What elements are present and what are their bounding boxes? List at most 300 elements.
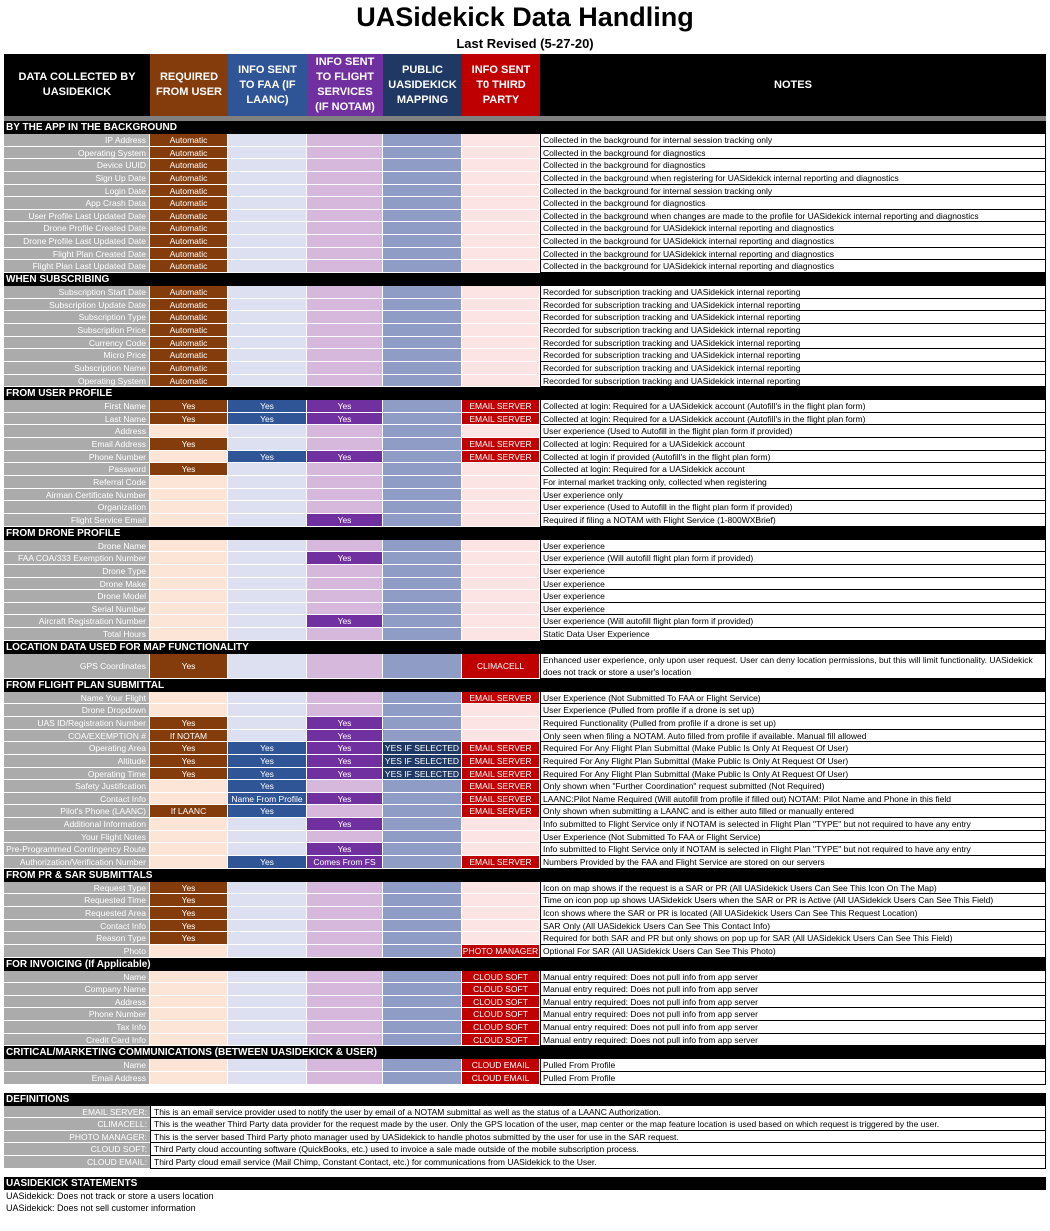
required-cell [150,489,228,502]
definition-text: Third Party cloud accounting software (QuickBooks, etc.) used to invoice a sale made outside of the mobile subscription process. [150,1143,1046,1156]
flight-service-cell [307,920,383,933]
definition-row [4,1106,1046,1119]
flight-service-cell [307,134,383,147]
third-party-cell [462,882,540,895]
faa-cell: Name From Profile [228,793,307,806]
faa-cell [228,489,307,502]
third-party-cell: CLOUD SOFT [462,1021,540,1034]
faa-cell [228,1008,307,1021]
public-mapping-cell [383,147,462,160]
notes-cell: Required For Any Flight Plan Submittal (Make Public Is Only At Request Of User) [540,768,1046,781]
third-party-cell [462,311,540,324]
public-mapping-cell [383,1021,462,1034]
third-party-cell [462,235,540,248]
third-party-cell: CLIMACELL [462,654,540,679]
row-label: Last Name [4,413,150,426]
third-party-cell [462,818,540,831]
faa-cell [228,260,307,273]
notes-cell: User Experience (Not Submitted To FAA or Flight Service) [540,692,1046,705]
flight-service-cell: Yes [307,413,383,426]
flight-service-cell: Comes From FS [307,856,383,869]
definitions-title: DEFINITIONS [4,1093,1046,1106]
required-cell [150,514,228,527]
section-header: FROM PR & SAR SUBMITTALS [4,869,1046,882]
row-label: Drone Profile Created Date [4,222,150,235]
required-cell: Automatic [150,349,228,362]
required-cell [150,425,228,438]
required-cell: Yes [150,400,228,413]
table-row [4,780,1046,793]
required-cell [150,540,228,553]
flight-service-cell [307,311,383,324]
flight-service-cell [307,1059,383,1072]
table-row [4,438,1046,451]
third-party-cell [462,197,540,210]
notes-cell: Recorded for subscription tracking and UASidekick internal reporting [540,324,1046,337]
third-party-cell [462,260,540,273]
row-label: Email Address [4,1072,150,1085]
required-cell: Yes [150,907,228,920]
flight-service-cell [307,425,383,438]
faa-cell: Yes [228,413,307,426]
table-row [4,514,1046,527]
row-label: Login Date [4,185,150,198]
page-subtitle: Last Revised (5-27-20) [456,36,594,51]
table-row [4,248,1046,261]
third-party-cell [462,324,540,337]
faa-cell [228,932,307,945]
row-label: Serial Number [4,603,150,616]
table-row [4,742,1046,755]
required-cell [150,590,228,603]
public-mapping-cell [383,996,462,1009]
third-party-cell: CLOUD SOFT [462,971,540,984]
section-header: FOR INVOICING (If Applicable) [4,958,1046,971]
definition-text: Third Party cloud email service (Mail Chimp, Constant Contact, etc.) for communications from UASidekick to the User. [150,1156,1046,1169]
row-label: UAS ID/Registration Number [4,717,150,730]
public-mapping-cell [383,248,462,261]
third-party-cell: CLOUD SOFT [462,1008,540,1021]
required-cell: Yes [150,717,228,730]
faa-cell [228,222,307,235]
third-party-cell [462,159,540,172]
required-cell: Yes [150,882,228,895]
table-row [4,704,1046,717]
flight-service-cell [307,362,383,375]
faa-cell [228,375,307,388]
public-mapping-cell [383,438,462,451]
flight-service-cell [307,805,383,818]
row-label: COA/EXEMPTION # [4,730,150,743]
statement-item: UASidekick: Does not track or store a users location [6,1190,214,1201]
table-row [4,615,1046,628]
required-cell: Automatic [150,362,228,375]
public-mapping-cell [383,514,462,527]
public-mapping-cell [383,400,462,413]
notes-cell: Info submitted to Flight Service only if NOTAM is selected in Flight Plan "TYPE" but not required to have any entry [540,843,1046,856]
notes-cell: Collected at login: Required for a UASidekick account [540,463,1046,476]
required-cell: Yes [150,742,228,755]
row-label: Pilot's Phone (LAANC) [4,805,150,818]
notes-cell: Required for both SAR and PR but only shows on pop up for SAR (All UASidekick Users Can See This Field) [540,932,1046,945]
table-row [4,413,1046,426]
notes-cell: User experience (Will autofill flight plan form if provided) [540,615,1046,628]
table-row [4,805,1046,818]
flight-service-cell [307,996,383,1009]
flight-service-cell [307,463,383,476]
third-party-cell [462,185,540,198]
required-cell: Yes [150,654,228,679]
flight-service-cell [307,932,383,945]
public-mapping-cell [383,134,462,147]
notes-cell: Recorded for subscription tracking and UASidekick internal reporting [540,286,1046,299]
notes-cell: Manual entry required: Does not pull info from app server [540,1034,1046,1047]
flight-service-cell [307,222,383,235]
faa-cell [228,730,307,743]
table-row [4,159,1046,172]
table-row [4,730,1046,743]
row-label: Flight Plan Last Updated Date [4,260,150,273]
row-label: Operating System [4,375,150,388]
header-faa: INFO SENT TO FAA (IF LAANC) [228,54,307,116]
row-label: App Crash Data [4,197,150,210]
row-label: Password [4,463,150,476]
row-label: Drone Type [4,565,150,578]
faa-cell: Yes [228,755,307,768]
third-party-cell: CLOUD EMAIL [462,1072,540,1085]
notes-cell: Only shown when submitting a LAANC and is either auto filled or manually entered [540,805,1046,818]
public-mapping-cell [383,362,462,375]
row-label: Referral Code [4,476,150,489]
faa-cell [228,1072,307,1085]
row-label: Currency Code [4,337,150,350]
table-row [4,501,1046,514]
flight-service-cell [307,210,383,223]
faa-cell [228,843,307,856]
flight-service-cell [307,375,383,388]
table-row [4,324,1046,337]
required-cell: Automatic [150,311,228,324]
public-mapping-cell [383,540,462,553]
public-mapping-cell [383,489,462,502]
flight-service-cell: Yes [307,768,383,781]
flight-service-cell: Yes [307,755,383,768]
flight-service-cell: Yes [307,730,383,743]
notes-cell: Collected in the background when changes are made to the profile for UASidekick internal reporting and diagnostics [540,210,1046,223]
faa-cell [228,565,307,578]
flight-service-cell [307,185,383,198]
table-row [4,451,1046,464]
required-cell [150,971,228,984]
flight-service-cell [307,1072,383,1085]
required-cell [150,843,228,856]
faa-cell: Yes [228,805,307,818]
flight-service-cell: Yes [307,400,383,413]
third-party-cell [462,730,540,743]
notes-cell: Info submitted to Flight Service only if NOTAM is selected in Flight Plan "TYPE" but not required to have any entry [540,818,1046,831]
public-mapping-cell [383,299,462,312]
flight-service-cell [307,1008,383,1021]
flight-service-cell [307,907,383,920]
third-party-cell [462,375,540,388]
flight-service-cell [307,540,383,553]
table-row [4,1008,1046,1021]
faa-cell [228,615,307,628]
faa-cell [228,1021,307,1034]
required-cell [150,565,228,578]
row-label: Sign Up Date [4,172,150,185]
row-label: Address [4,425,150,438]
public-mapping-cell [383,185,462,198]
flight-service-cell [307,147,383,160]
public-mapping-cell [383,603,462,616]
notes-cell: User Experience (Pulled from profile if a drone is set up) [540,704,1046,717]
public-mapping-cell [383,210,462,223]
table-row [4,222,1046,235]
faa-cell [228,425,307,438]
required-cell: Yes [150,768,228,781]
faa-cell [228,476,307,489]
row-label: Flight Service Email [4,514,150,527]
notes-cell: Static Data User Experience [540,628,1046,641]
third-party-cell [462,476,540,489]
flight-service-cell [307,894,383,907]
public-mapping-cell [383,907,462,920]
faa-cell [228,894,307,907]
required-cell [150,831,228,844]
required-cell [150,451,228,464]
public-mapping-cell [383,235,462,248]
table-row [4,983,1046,996]
third-party-cell: EMAIL SERVER [462,780,540,793]
table-row [4,260,1046,273]
row-label: Safety Justification [4,780,150,793]
table-row [4,147,1046,160]
table-row [4,134,1046,147]
third-party-cell: CLOUD SOFT [462,1034,540,1047]
required-cell: Automatic [150,197,228,210]
third-party-cell [462,578,540,591]
table-row [4,286,1046,299]
notes-cell: Recorded for subscription tracking and UASidekick internal reporting [540,337,1046,350]
faa-cell [228,654,307,679]
required-cell: Yes [150,755,228,768]
flight-service-cell: Yes [307,552,383,565]
required-cell: Automatic [150,235,228,248]
flight-service-cell [307,235,383,248]
row-label: Company Name [4,983,150,996]
required-cell [150,692,228,705]
section-header: FROM FLIGHT PLAN SUBMITTAL [4,679,1046,692]
header-notes: NOTES [774,78,812,91]
section-header: WHEN SUBSCRIBING [4,273,1046,286]
row-label: Subscription Type [4,311,150,324]
third-party-cell: EMAIL SERVER [462,413,540,426]
table-row [4,349,1046,362]
faa-cell [228,286,307,299]
third-party-cell [462,489,540,502]
required-cell [150,983,228,996]
row-label: Airman Certificate Number [4,489,150,502]
notes-cell: Collected at login: Required for a UASidekick account (Autofill's in the flight plan form) [540,400,1046,413]
statement-item: UASidekick: Does not sell customer information [6,1202,196,1213]
table-body [0,121,1050,1085]
row-label: Subscription Price [4,324,150,337]
public-mapping-cell [383,932,462,945]
public-mapping-cell [383,805,462,818]
public-mapping-cell [383,590,462,603]
notes-cell: User experience [540,540,1046,553]
flight-service-cell [307,438,383,451]
notes-cell: Collected in the background for diagnostics [540,147,1046,160]
faa-cell [228,248,307,261]
third-party-cell: EMAIL SERVER [462,856,540,869]
row-label: Organization [4,501,150,514]
notes-cell: LAANC:Pilot Name Required (Will autofill from profile if filled out) NOTAM: Pilot Name and Phone in this field [540,793,1046,806]
table-row [4,755,1046,768]
third-party-cell [462,210,540,223]
third-party-cell [462,920,540,933]
third-party-cell [462,628,540,641]
faa-cell [228,172,307,185]
row-label: Phone Number [4,451,150,464]
row-label: IP Address [4,134,150,147]
header-data-collected: DATA COLLECTED BY UASIDEKICK [18,71,136,98]
faa-cell [228,501,307,514]
table-row [4,172,1046,185]
row-label: Pre-Programmed Contingency Route [4,843,150,856]
public-mapping-cell [383,730,462,743]
public-mapping-cell [383,983,462,996]
definition-term: PHOTO MANAGER: [4,1131,150,1144]
public-mapping-cell [383,818,462,831]
faa-cell [228,438,307,451]
notes-cell: User experience (Used to Autofill in the flight plan form if provided) [540,425,1046,438]
row-label: Contact Info [4,920,150,933]
section-header: FROM DRONE PROFILE [4,527,1046,540]
third-party-cell: CLOUD SOFT [462,983,540,996]
table-row [4,692,1046,705]
faa-cell [228,463,307,476]
notes-cell: User Experience (Not Submitted To FAA or Flight Service) [540,831,1046,844]
definition-row [4,1143,1046,1156]
public-mapping-cell [383,324,462,337]
required-cell [150,552,228,565]
row-label: Name Your Flight [4,692,150,705]
flight-service-cell [307,628,383,641]
required-cell: Automatic [150,210,228,223]
third-party-cell [462,286,540,299]
notes-cell: User experience [540,565,1046,578]
third-party-cell [462,514,540,527]
required-cell [150,603,228,616]
required-cell: Automatic [150,159,228,172]
table-row [4,971,1046,984]
required-cell [150,996,228,1009]
faa-cell: Yes [228,742,307,755]
statements-list [0,1190,1050,1214]
flight-service-cell [307,501,383,514]
flight-service-cell [307,578,383,591]
row-label: FAA COA/333 Exemption Number [4,552,150,565]
table-row [4,843,1046,856]
row-label: Operating System [4,147,150,160]
table-row [4,1059,1046,1072]
faa-cell [228,197,307,210]
notes-cell: Optional For SAR (All UASidekick Users Can See This Photo) [540,945,1046,958]
required-cell: Automatic [150,185,228,198]
faa-cell [228,882,307,895]
required-cell: Automatic [150,375,228,388]
public-mapping-cell [383,578,462,591]
third-party-cell [462,337,540,350]
row-label: Drone Profile Last Updated Date [4,235,150,248]
required-cell [150,1059,228,1072]
faa-cell [228,210,307,223]
faa-cell [228,971,307,984]
public-mapping-cell [383,197,462,210]
flight-service-cell: Yes [307,742,383,755]
flight-service-cell [307,260,383,273]
required-cell: Automatic [150,248,228,261]
faa-cell [228,831,307,844]
required-cell [150,476,228,489]
flight-service-cell: Yes [307,514,383,527]
row-label: Aircraft Registration Number [4,615,150,628]
public-mapping-cell [383,1072,462,1085]
row-label: Reason Type [4,932,150,945]
table-row [4,856,1046,869]
faa-cell [228,540,307,553]
row-label: Contact Info [4,793,150,806]
row-label: Tax Info [4,1021,150,1034]
notes-cell: Collected in the background for diagnostics [540,197,1046,210]
notes-cell: SAR Only (All UASidekick Users Can See This Contact Info) [540,920,1046,933]
table-row [4,717,1046,730]
table-row [4,463,1046,476]
flight-service-cell [307,831,383,844]
notes-cell: Recorded for subscription tracking and UASidekick internal reporting [540,311,1046,324]
row-label: Name [4,971,150,984]
third-party-cell [462,501,540,514]
third-party-cell [462,831,540,844]
notes-cell: User experience [540,578,1046,591]
public-mapping-cell [383,1059,462,1072]
definition-row [4,1118,1046,1131]
flight-service-cell [307,983,383,996]
third-party-cell: CLOUD EMAIL [462,1059,540,1072]
table-row [4,793,1046,806]
flight-service-cell [307,197,383,210]
notes-cell: Manual entry required: Does not pull info from app server [540,971,1046,984]
third-party-cell: EMAIL SERVER [462,742,540,755]
required-cell [150,780,228,793]
table-row [4,996,1046,1009]
definition-text: This is the weather Third Party data provider for the request made by the user. Only the GPS location of the user, map center or the map feature location is used based on which request is triggered by the user. [150,1118,1046,1131]
header-third-party: INFO SENT T0 THIRD PARTY [462,54,540,116]
table-row [4,476,1046,489]
row-label: Subscription Name [4,362,150,375]
notes-cell: User experience [540,603,1046,616]
third-party-cell [462,463,540,476]
notes-cell: Pulled From Profile [540,1072,1046,1085]
notes-cell: Enhanced user experience, only upon user request. User can deny location permissions, but this will limit functionality. UASidekick does not track or store a user's location [540,654,1046,679]
public-mapping-cell [383,856,462,869]
faa-cell [228,578,307,591]
public-mapping-cell [383,451,462,464]
required-cell: Automatic [150,134,228,147]
notes-cell: Collected in the background for internal session tracking only [540,185,1046,198]
